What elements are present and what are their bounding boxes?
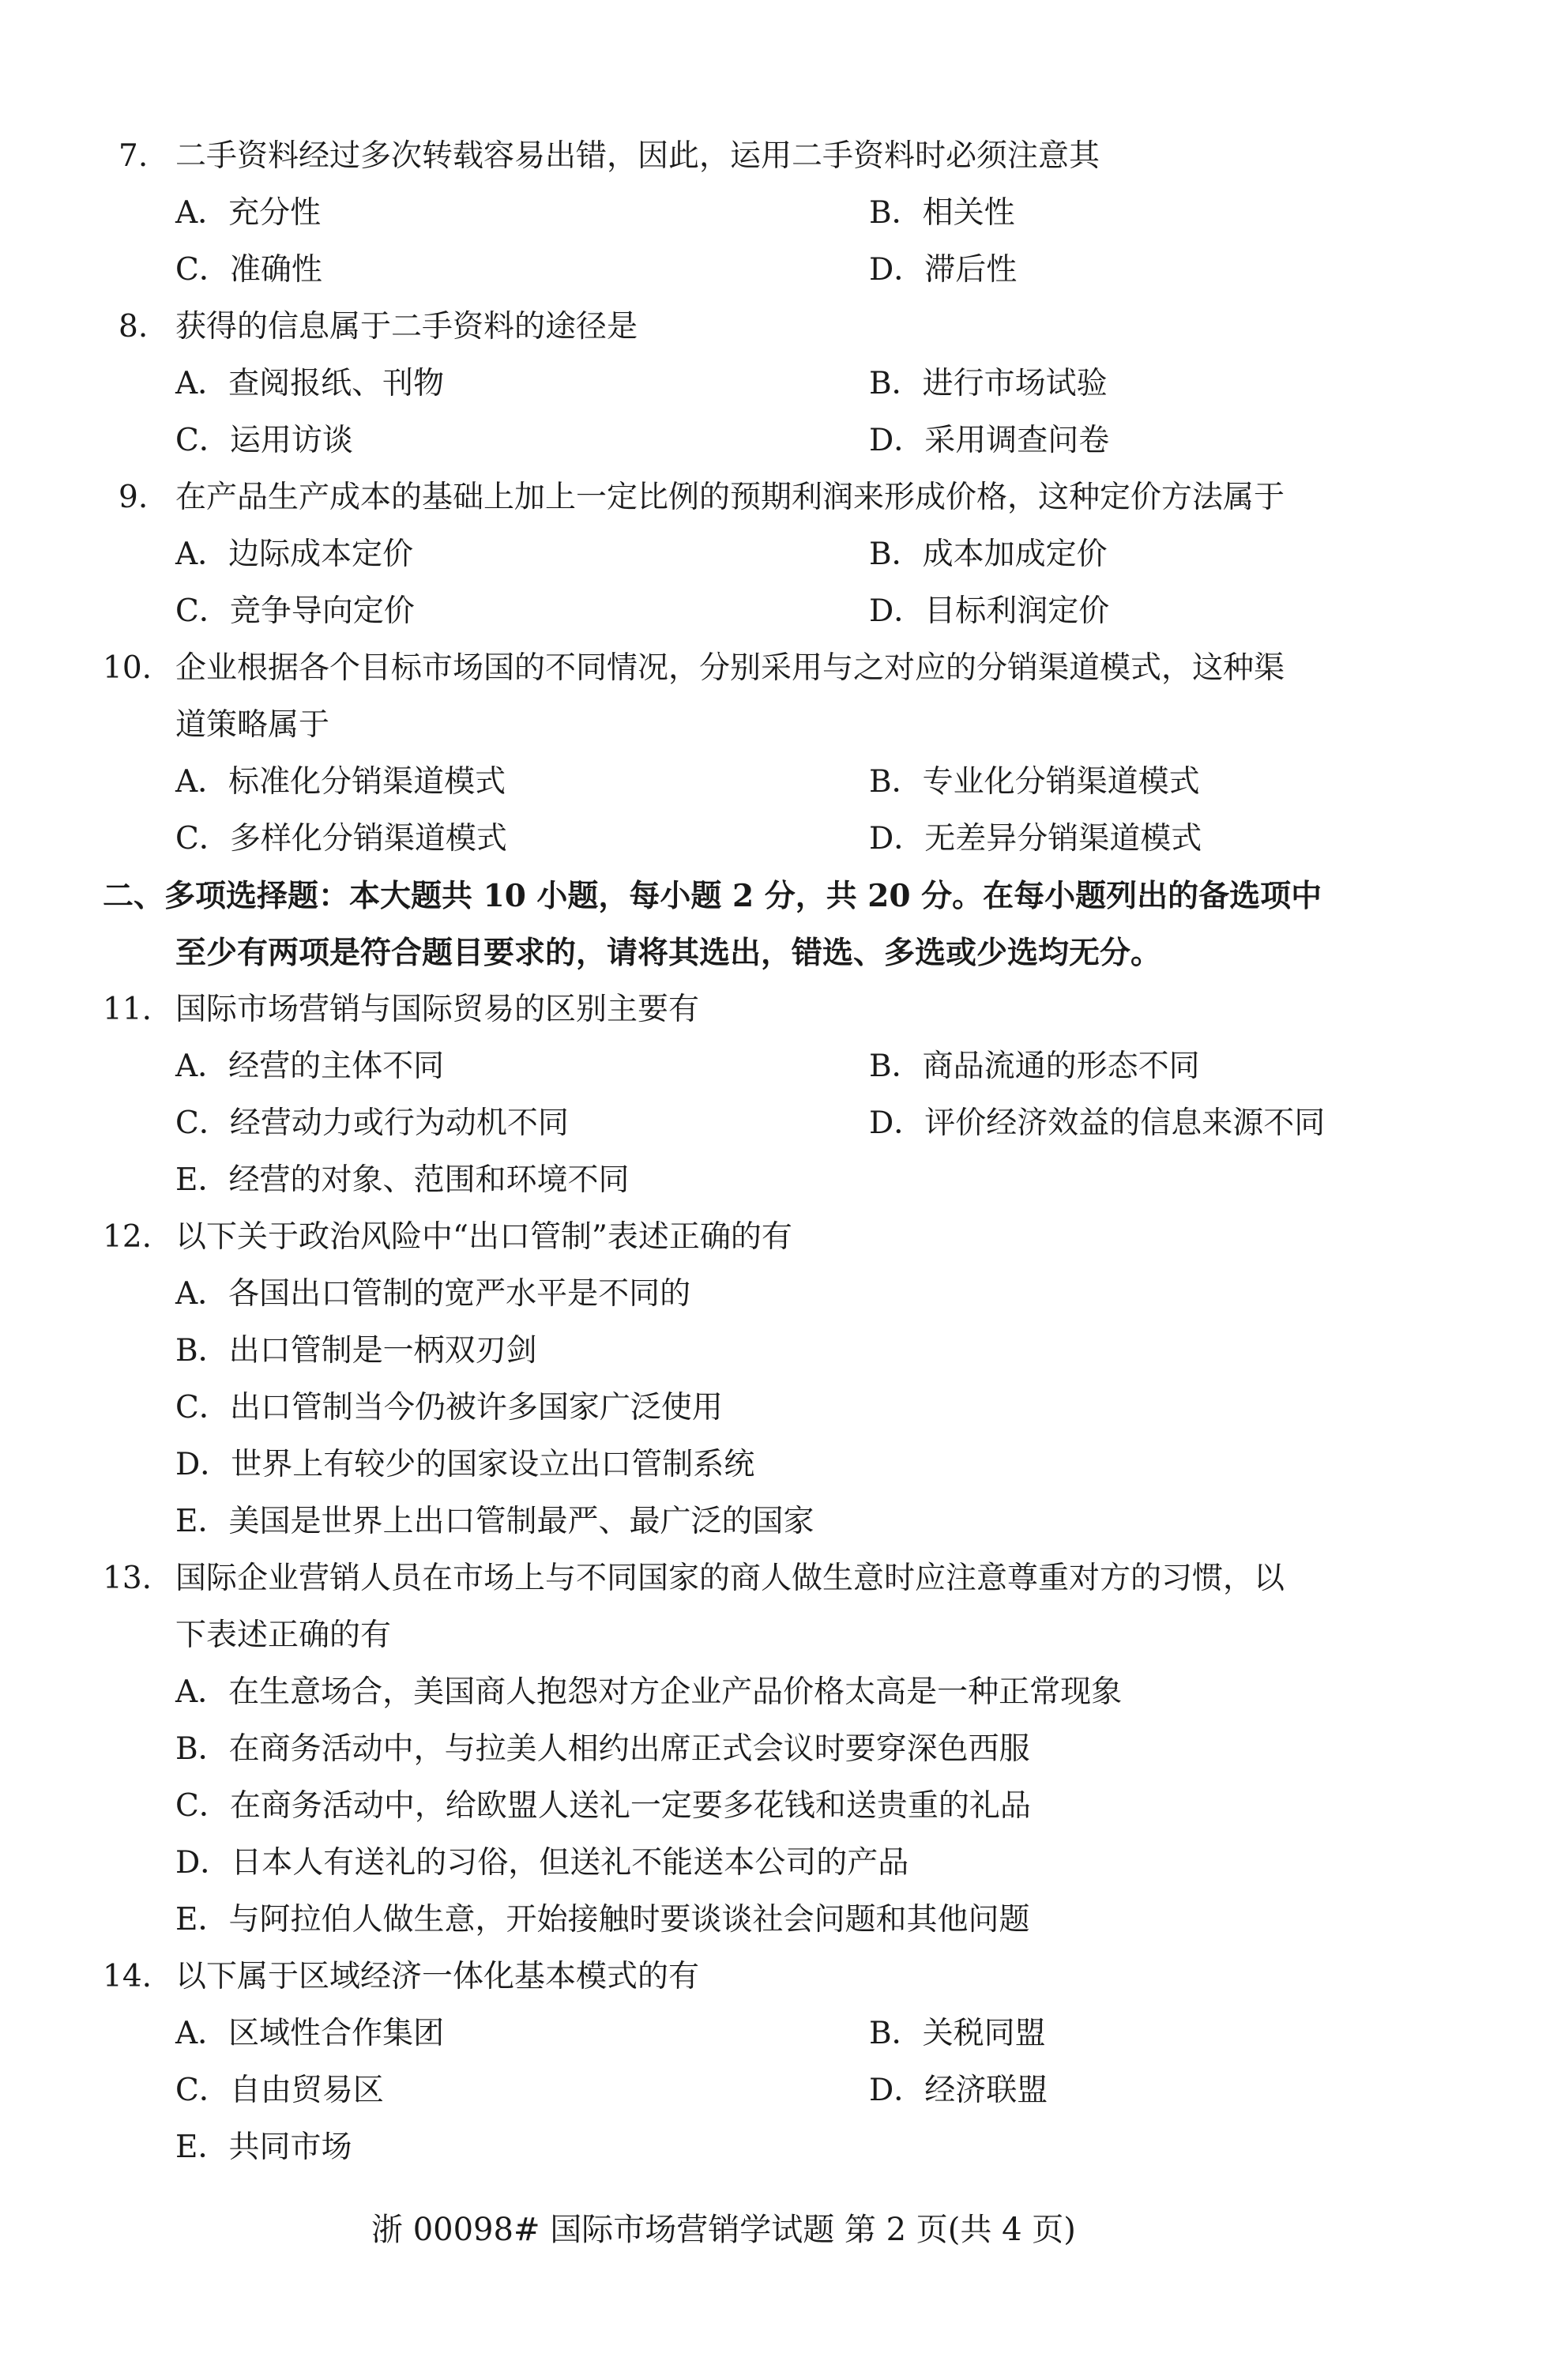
option-a: A．边际成本定价 [175,537,414,572]
option-d: D．评价经济效益的信息来源不同 [869,1105,1326,1141]
option-a: A．经营的主体不同 [175,1049,445,1084]
question-number: 11. [103,992,152,1027]
option-c: C．准确性 [175,252,322,288]
option-d: D．采用调查问卷 [869,423,1110,458]
question-stem: 以下关于政治风险中“出口管制”表述正确的有 [175,1219,792,1255]
option-b: B．出口管制是一柄双刃剑 [175,1333,537,1369]
option-b: B．进行市场试验 [869,366,1108,401]
question-number: 10. [103,650,152,686]
question-stem: 国际企业营销人员在市场上与不同国家的商人做生意时应注意尊重对方的习惯，以 [175,1561,1285,1596]
option-a: A．在生意场合，美国商人抱怨对方企业产品价格太高是一种正常现象 [175,1674,1123,1710]
question-number: 8. [119,309,149,345]
question-stem-continued: 道策略属于 [175,707,330,743]
question-stem: 二手资料经过多次转载容易出错，因此，运用二手资料时必须注意其 [175,138,1100,174]
question-stem: 在产品生产成本的基础上加上一定比例的预期利润来形成价格，这种定价方法属于 [175,480,1285,515]
section-heading: 二、多项选择题：本大题共 10 小题，每小题 2 分，共 20 分。在每小题列出的备选项中 [103,878,1322,914]
option-c: C．在商务活动中，给欧盟人送礼一定要多花钱和送贵重的礼品 [175,1788,1031,1824]
question-number: 12. [103,1219,152,1255]
option-a: A．充分性 [175,195,322,231]
option-a: A．标准化分销渠道模式 [175,764,506,800]
option-c: C．竞争导向定价 [175,593,415,629]
question-number: 14. [103,1959,152,1994]
question-stem: 以下属于区域经济一体化基本模式的有 [175,1959,700,1994]
page-footer: 浙 00098# 国际市场营销学试题 第 2 页(共 4 页) [371,2212,1076,2248]
option-d: D．无差异分销渠道模式 [869,821,1202,857]
question-number: 13. [103,1561,152,1596]
option-d: D．目标利润定价 [869,593,1110,629]
option-b: B．相关性 [869,195,1015,231]
option-d: D．经济联盟 [869,2073,1048,2108]
option-b: B．成本加成定价 [869,537,1108,572]
option-b: B．关税同盟 [869,2016,1046,2051]
option-d: D．滞后性 [869,252,1018,288]
option-c: C．多样化分销渠道模式 [175,821,507,857]
section-heading-continued: 至少有两项是符合题目要求的，请将其选出，错选、多选或少选均无分。 [175,935,1162,971]
option-d: D．世界上有较少的国家设立出口管制系统 [175,1447,755,1482]
option-b: B．专业化分销渠道模式 [869,764,1200,800]
option-e: E．经营的对象、范围和环境不同 [175,1162,630,1198]
question-number: 7. [119,138,149,174]
option-b: B．商品流通的形态不同 [869,1049,1200,1084]
option-a: A．查阅报纸、刊物 [175,366,445,401]
option-c: C．自由贸易区 [175,2073,384,2108]
option-e: E．共同市场 [175,2130,352,2165]
option-b: B．在商务活动中，与拉美人相约出席正式会议时要穿深色西服 [175,1731,1030,1767]
question-stem: 获得的信息属于二手资料的途径是 [175,309,638,345]
question-stem: 企业根据各个目标市场国的不同情况，分别采用与之对应的分销渠道模式，这种渠 [175,650,1285,686]
option-e: E．美国是世界上出口管制最严、最广泛的国家 [175,1504,814,1539]
question-number: 9. [119,480,149,515]
option-c: C．出口管制当今仍被许多国家广泛使用 [175,1390,723,1425]
option-a: A．区域性合作集团 [175,2016,445,2051]
option-d: D．日本人有送礼的习俗，但送礼不能送本公司的产品 [175,1845,909,1881]
question-stem: 国际市场营销与国际贸易的区别主要有 [175,992,700,1027]
option-c: C．经营动力或行为动机不同 [175,1105,569,1141]
question-stem-continued: 下表述正确的有 [175,1617,392,1653]
option-e: E．与阿拉伯人做生意，开始接触时要谈谈社会问题和其他问题 [175,1902,1030,1938]
option-c: C．运用访谈 [175,423,353,458]
option-a: A．各国出口管制的宽严水平是不同的 [175,1276,691,1312]
